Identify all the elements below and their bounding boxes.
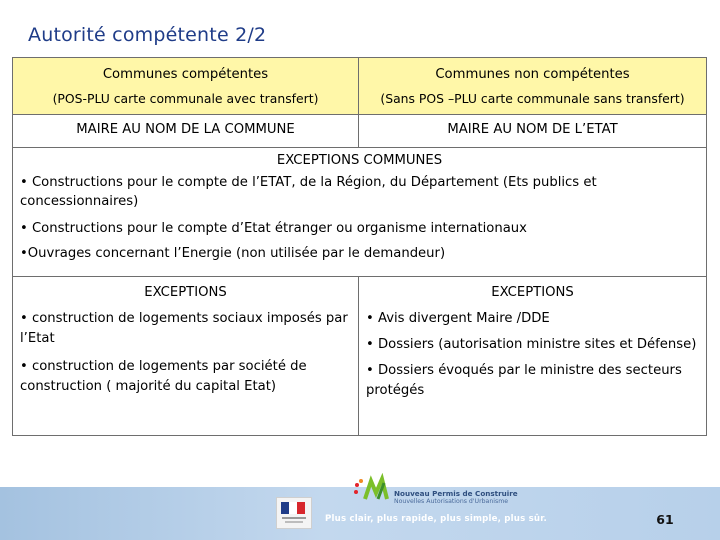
maire-commune-cell — [13, 115, 359, 148]
logo-line1: Nouveau Permis de Construire — [394, 489, 518, 498]
header-competent-subtitle: (POS-PLU carte communale avec transfert) — [52, 91, 319, 106]
maire-commune-text: MAIRE AU NOM DE LA COMMUNE — [76, 122, 295, 137]
header-non-competent-subtitle: (Sans POS –PLU carte communale sans transfert) — [380, 91, 685, 106]
common-exceptions-title: EXCEPTIONS COMMUNES — [276, 153, 443, 168]
common-exception-item: •Ouvrages concernant l’Energie (non utilisée par le demandeur) — [20, 246, 446, 261]
authority-table — [12, 57, 707, 436]
logo-line2: Nouvelles Autorisations d'Urbanisme — [394, 498, 509, 505]
header-cell-non-competent — [359, 58, 707, 115]
exceptions-left-title: EXCEPTIONS — [144, 285, 227, 300]
header-competent-title: Communes compétentes — [102, 67, 269, 82]
exception-right-item: • Avis divergent Maire /DDE — [366, 311, 550, 326]
exception-left-item: • construction de logements par société de construction ( majorité du capital Etat) — [20, 359, 307, 394]
footer-slogan: Plus clair, plus rapide, plus simple, plus sûr. — [325, 514, 547, 524]
exception-right-item: • Dossiers évoqués par le ministre des secteurs protégés — [366, 363, 682, 398]
exceptions-left-cell — [13, 277, 359, 436]
header-non-competent-title: Communes non compétentes — [435, 67, 630, 82]
maire-etat-text: MAIRE AU NOM DE L’ETAT — [447, 122, 618, 137]
exception-right-item: • Dossiers (autorisation ministre sites et Défense) — [366, 337, 697, 352]
exception-left-item: • construction de logements sociaux imposés par l’Etat — [20, 311, 348, 346]
page-number: 61 — [656, 512, 674, 527]
header-cell-competent — [13, 58, 359, 115]
common-exception-item: • Constructions pour le compte d’Etat étranger ou organisme internationaux — [20, 221, 527, 236]
slide-title: Autorité compétente 2/2 — [28, 24, 267, 46]
exceptions-right-list — [359, 309, 706, 405]
exceptions-right-title: EXCEPTIONS — [491, 285, 574, 300]
republique-francaise-logo — [276, 497, 312, 529]
exceptions-right-cell — [359, 277, 707, 436]
common-exception-item: • Constructions pour le compte de l’ETAT, de la Région, du Département (Ets publics et concessionnaires) — [20, 175, 597, 209]
maire-etat-cell — [359, 115, 707, 148]
common-exceptions-cell — [13, 148, 707, 277]
exceptions-left-list — [13, 309, 358, 401]
